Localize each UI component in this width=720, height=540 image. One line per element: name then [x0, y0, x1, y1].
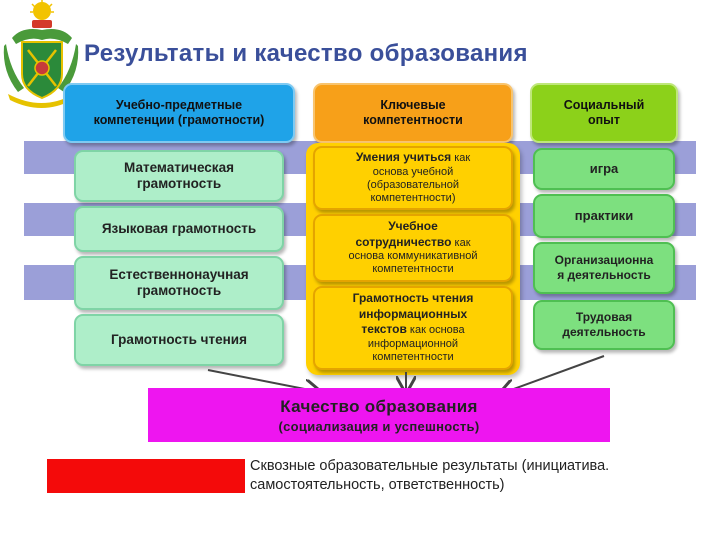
social-item-game-label: игра — [589, 161, 619, 177]
header-key-line2: компетентности — [363, 113, 463, 127]
header-key-line1: Ключевые — [380, 97, 446, 112]
legend-line1: Сквозные образовательные результаты (инициатива. — [250, 458, 610, 474]
key-item-reading-bold: текстов — [361, 322, 407, 337]
key-item-learning-text: как — [454, 152, 471, 165]
subject-item-science-line1: Естественнонаучная — [109, 266, 249, 282]
social-item-labor-line2: деятельность — [562, 325, 646, 339]
subject-item-math-line2: грамотность — [136, 176, 222, 191]
social-item-organizational-line1: Организационна — [554, 253, 654, 268]
social-item-labor-line1: Трудовая — [575, 310, 633, 325]
social-item-organizational-line2: я деятельность — [557, 268, 651, 282]
subject-item-reading-label: Грамотность чтения — [111, 331, 247, 347]
key-item-reading-bold: информационных — [358, 306, 468, 321]
page-title: Результаты и качество образования — [84, 40, 528, 67]
subject-item-science-line2: грамотность — [136, 283, 222, 298]
key-item-cooperation-bold: сотрудничество — [355, 234, 452, 249]
key-item-reading-bold: Грамотность чтения — [352, 291, 474, 306]
education-quality-box — [148, 388, 610, 442]
legend-text — [250, 457, 700, 495]
key-item-learning-bold: Умения учиться — [355, 150, 452, 165]
key-item-learning-text: (образовательной — [367, 179, 459, 191]
legend-line2: самостоятельность, ответственность) — [250, 477, 505, 494]
header-subject-line2: компетенции (грамотности) — [93, 113, 265, 127]
key-item-reading-text: компетентности — [372, 351, 454, 364]
quality-subtitle: (социализация и успешность) — [278, 418, 480, 434]
header-social-line1: Социальный — [563, 97, 645, 112]
key-item-cooperation-text: компетентности — [372, 263, 454, 276]
header-subject-line1: Учебно-предметные — [115, 97, 243, 112]
key-item-cooperation-bold: Учебное — [388, 219, 438, 234]
key-item-reading-text: информационной — [367, 337, 459, 350]
social-item-practices-label: практики — [574, 208, 634, 224]
key-item-reading-text: как основа — [409, 324, 465, 337]
key-item-learning-text: компетентности) — [370, 192, 456, 205]
key-item-learning-text: основа учебной — [372, 165, 454, 178]
key-item-cooperation-text: основа коммуникативной — [348, 250, 478, 262]
subject-item-language-label: Языковая грамотность — [101, 220, 257, 236]
quality-title: Качество образования — [280, 396, 478, 416]
header-social-line2: опыт — [588, 113, 620, 127]
legend-swatch — [47, 459, 245, 493]
key-item-cooperation-text: как — [454, 236, 471, 249]
subject-item-math-line1: Математическая — [124, 159, 234, 175]
